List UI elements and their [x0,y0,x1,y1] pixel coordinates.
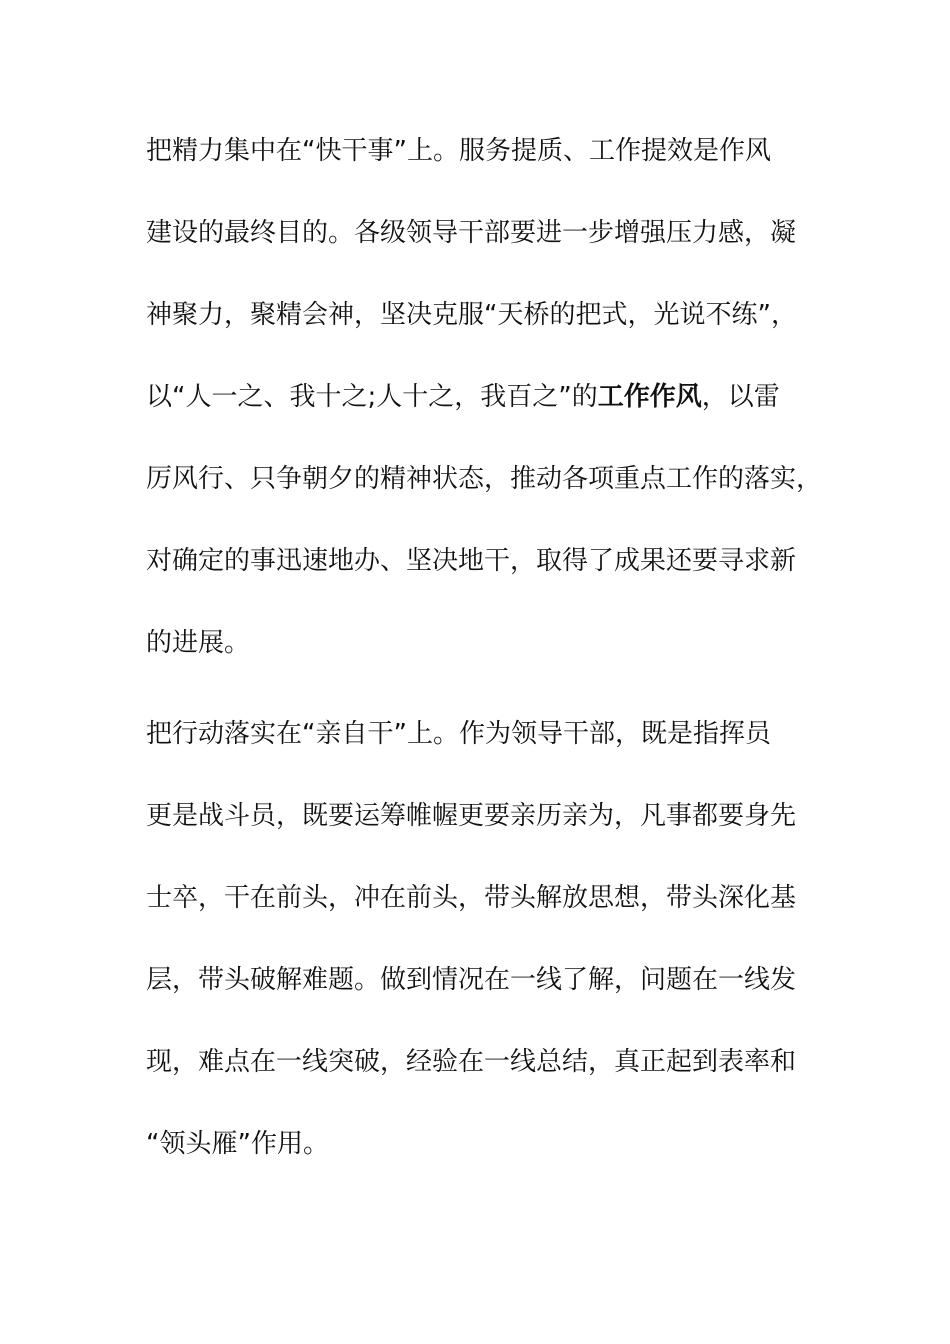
paragraph-2-line-3: 士卒，干在前头，冲在前头，带头解放思想，带头深化基 [146,883,797,913]
line-text-after-bold: ，以雷 [701,382,780,412]
paragraph-1-line-2: 建设的最终目的。各级领导干部要进一步增强压力感，凝 [146,218,797,248]
paragraph-2-line-6: “领头雁”作用。 [146,1129,329,1159]
paragraph-2-line-4: 层，带头破解难题。做到情况在一线了解，问题在一线发 [146,965,797,995]
paragraph-1-line-7: 的进展。 [146,628,251,658]
paragraph-2-line-1: 把行动落实在“亲自干”上。作为领导干部，既是指挥员 [146,719,771,749]
paragraph-1-line-1: 把精力集中在“快干事”上。服务提质、工作提效是作风 [146,136,771,166]
paragraph-1-line-4 [146,379,826,415]
line-text-before-bold: 以“人一之、我十之;人十之，我百之”的 [146,382,598,412]
paragraph-1-line-3: 神聚力，聚精会神，坚决克服“天桥的把式，光说不练”， [146,300,797,330]
paragraph-1-line-6: 对确定的事迅速地办、坚决地干，取得了成果还要寻求新 [146,546,797,576]
paragraph-2-line-5: 现，难点在一线突破，经验在一线总结，真正起到表率和 [146,1047,797,1077]
paragraph-1-line-5: 厉风行、只争朝夕的精神状态，推动各项重点工作的落实， [146,464,823,494]
paragraph-2-line-2: 更是战斗员，既要运筹帷幄更要亲历亲为，凡事都要身先 [146,801,797,831]
bold-phrase: 工作作风 [597,382,702,412]
